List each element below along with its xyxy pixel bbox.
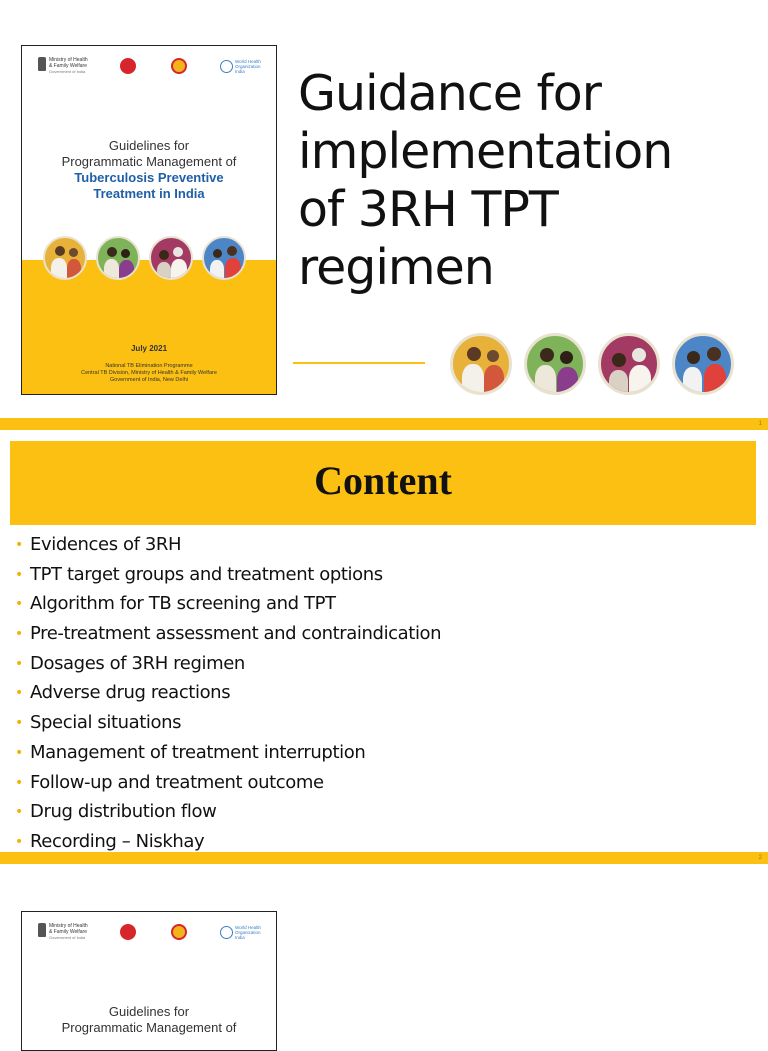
who-line: Organization: [235, 930, 261, 935]
who-line: India: [235, 69, 245, 74]
list-item: • Pre-treatment assessment and contraindication: [15, 623, 442, 645]
ministry-line: Ministry of Health: [49, 923, 88, 929]
slide-illustrations: [450, 333, 734, 395]
ministry-logo: [38, 57, 88, 75]
cover-date: July 2021: [130, 344, 168, 353]
bullet-icon: •: [15, 833, 23, 850]
who-logo: [220, 925, 261, 940]
guideline-cover-image: [21, 45, 277, 395]
bullet-icon: •: [15, 774, 23, 791]
national-emblem-icon: [38, 57, 46, 71]
list-item: • Dosages of 3RH regimen: [15, 652, 245, 674]
bullet-icon: •: [15, 537, 23, 553]
bullet-icon: •: [15, 655, 23, 672]
slide-1: [0, 0, 768, 418]
cover-title-line: Guidelines for: [108, 1004, 190, 1019]
who-line: India: [235, 935, 245, 940]
cover-title: [22, 138, 276, 202]
slide-2: [0, 430, 768, 854]
cover-title: [22, 1004, 276, 1036]
cover-logos: [22, 54, 276, 82]
national-emblem-icon: [38, 923, 46, 937]
people-illustration-4: [672, 333, 734, 395]
cover-logos: [22, 920, 276, 948]
ministry-logo: [38, 923, 88, 941]
bullet-icon: •: [15, 566, 23, 583]
bullet-icon: •: [15, 596, 23, 613]
cover-org-line: National TB Elimination Programme: [105, 363, 193, 369]
cover-footer: [22, 344, 276, 384]
tb-harega-desh-jeetega-logo: [120, 58, 136, 74]
guideline-cover-image: [21, 911, 277, 1051]
who-line: World Health: [235, 59, 261, 64]
list-item: • Management of treatment interruption: [15, 741, 366, 763]
cover-title-line: Guidelines for: [108, 138, 190, 153]
people-illustration-1: [43, 236, 87, 280]
bullet-icon: •: [15, 626, 23, 643]
cover-title-line: Programmatic Management of: [61, 154, 237, 169]
ministry-line: Ministry of Health: [49, 57, 88, 63]
who-line: World Health: [235, 925, 261, 930]
cover-title-highlight: Treatment in India: [93, 186, 205, 201]
bullet-icon: •: [15, 685, 23, 702]
list-item: • Evidences of 3RH: [15, 534, 182, 555]
accent-divider: [293, 362, 425, 364]
who-globe-icon: [220, 926, 233, 939]
people-illustration-2: [524, 333, 586, 395]
cover-organization: [22, 363, 276, 384]
slide-title-line: implementation: [298, 123, 673, 180]
content-heading: Content: [314, 458, 452, 503]
slide-title-line: of 3RH TPT: [298, 181, 558, 238]
people-illustration-1: [450, 333, 512, 395]
ntep-logo: [171, 58, 187, 74]
ntep-logo: [171, 924, 187, 940]
people-illustration-2: [96, 236, 140, 280]
cover-title-highlight: Tuberculosis Preventive: [74, 170, 224, 185]
list-item: • Recording – Niskhay: [15, 830, 205, 852]
list-item: • Follow-up and treatment outcome: [15, 771, 324, 793]
tb-harega-desh-jeetega-logo: [120, 924, 136, 940]
bullet-icon: •: [15, 744, 23, 761]
list-item: • Special situations: [15, 712, 182, 734]
slide-separator-bar: [0, 852, 768, 864]
bullet-icon: •: [15, 804, 23, 821]
list-item: • TPT target groups and treatment options: [15, 563, 383, 585]
cover-title-line: Programmatic Management of: [61, 1020, 237, 1035]
list-item: • Drug distribution flow: [15, 801, 217, 823]
who-line: Organization: [235, 64, 261, 69]
slide-3: [0, 864, 768, 1035]
slide-title: [298, 65, 758, 297]
cover-org-line: Central TB Division, Ministry of Health & Family Welfare: [81, 370, 217, 376]
page-number: 1: [758, 421, 762, 427]
slide-separator-bar: [0, 418, 768, 430]
slide-title-line: regimen: [298, 239, 494, 296]
slide-title-line: Guidance for: [298, 65, 601, 122]
page-number: 2: [758, 855, 762, 861]
ministry-line: & Family Welfare: [49, 63, 87, 69]
people-illustration-4: [202, 236, 246, 280]
ministry-line: Government of India: [49, 69, 86, 74]
bullet-icon: •: [15, 715, 23, 732]
ministry-line: & Family Welfare: [49, 929, 87, 935]
ministry-line: Government of India: [49, 935, 86, 940]
list-item: • Algorithm for TB screening and TPT: [15, 593, 336, 615]
people-illustration-3: [598, 333, 660, 395]
who-globe-icon: [220, 60, 233, 73]
cover-org-line: Government of India, New Delhi: [110, 377, 188, 383]
content-list: [14, 534, 441, 861]
content-header-banner: [10, 441, 756, 525]
list-item: • Adverse drug reactions: [15, 682, 231, 704]
who-logo: [220, 59, 261, 74]
people-illustration-3: [149, 236, 193, 280]
cover-illustrations: [43, 236, 246, 280]
